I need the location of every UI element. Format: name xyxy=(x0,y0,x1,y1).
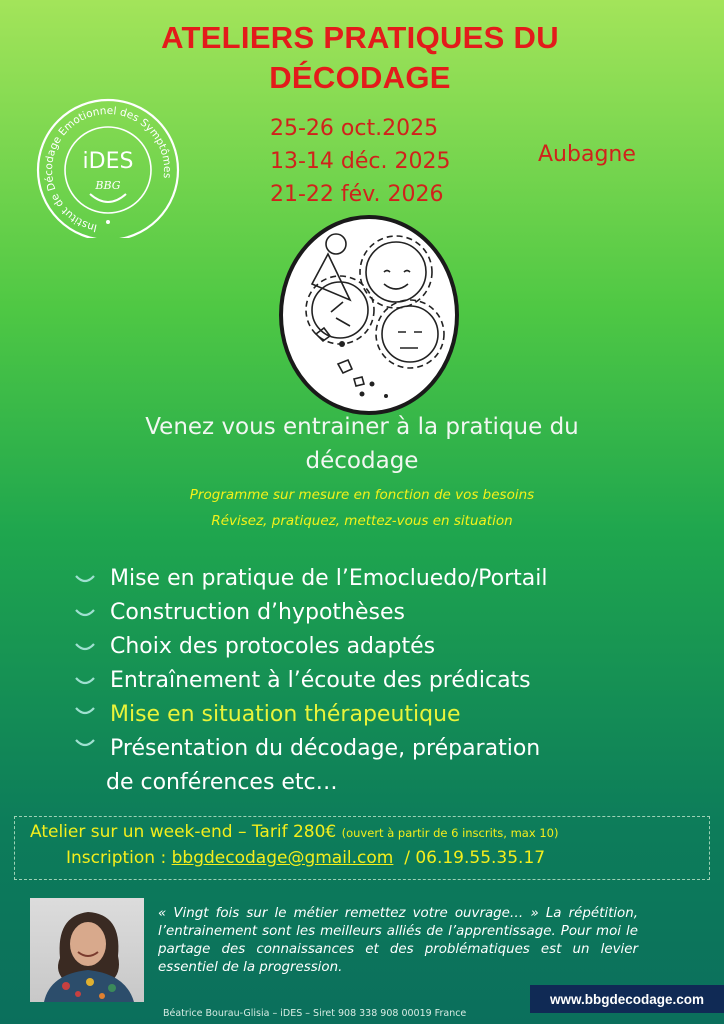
logo-ring-text: Institut de Décodage Emotionnel des Symptômes xyxy=(42,104,174,234)
quote-text: « Vingt fois sur le métier remettez votre ouvrage… » La répétition, l’entrainement sont les meilleurs alliés de l’apprentissage. Pour moi le partage des connaissances et des problématiques est un levier essentiel de la progression. xyxy=(158,906,638,975)
program-line-2: Révisez, pratiquez, mettez-vous en situation xyxy=(211,513,513,529)
list-item xyxy=(72,562,712,596)
price-text: Atelier sur un week-end – Tarif 280€ xyxy=(30,822,337,842)
bullet-text: Mise en pratique de l’Emocluedo/Portail xyxy=(110,566,548,591)
title-line-2: DÉCODAGE xyxy=(269,60,451,95)
bullet-text: Présentation du décodage, préparation xyxy=(110,736,541,761)
smile-bullet-icon xyxy=(72,630,110,664)
bullet-text: Construction d’hypothèses xyxy=(110,600,405,625)
dates-list xyxy=(270,112,451,211)
program-line-1: Programme sur mesure en fonction de vos besoins xyxy=(189,487,535,503)
list-item-continuation xyxy=(72,766,712,800)
website-link[interactable]: www.bbgdecodage.com xyxy=(530,985,724,1013)
date-item: 21-22 fév. 2026 xyxy=(270,182,444,207)
bullet-text: Choix des protocoles adaptés xyxy=(110,634,436,659)
bullet-text: de conférences etc… xyxy=(106,770,338,795)
page-title xyxy=(60,18,660,98)
smile-bullet-icon xyxy=(72,596,110,630)
gears-illustration xyxy=(276,214,462,416)
registration-label: Inscription : xyxy=(66,848,167,868)
list-item xyxy=(72,630,712,664)
email-link[interactable]: bbgdecodage@gmail.com xyxy=(171,848,394,868)
program-text xyxy=(40,482,684,534)
smile-bullet-icon xyxy=(72,732,110,766)
list-item xyxy=(72,698,712,732)
intro-line-1: Venez vous entrainer à la pratique du xyxy=(145,414,579,440)
bullet-list xyxy=(72,562,712,800)
ides-logo xyxy=(28,98,188,238)
title-line-1: ATELIERS PRATIQUES DU xyxy=(161,20,559,55)
list-item xyxy=(72,664,712,698)
workshop-price xyxy=(30,822,558,842)
intro-line-2: décodage xyxy=(305,448,419,474)
logo-sub-text: BBG xyxy=(95,179,121,192)
smile-bullet-icon xyxy=(72,562,110,596)
date-item: 13-14 déc. 2025 xyxy=(270,149,451,174)
registration-line xyxy=(66,848,545,868)
logo-main-text: iDES xyxy=(82,149,134,174)
smile-bullet-icon xyxy=(72,698,110,732)
list-item xyxy=(72,596,712,630)
bullet-text: Mise en situation thérapeutique xyxy=(110,702,461,727)
intro-text xyxy=(40,410,684,478)
city-label: Aubagne xyxy=(538,142,636,167)
list-item xyxy=(72,732,712,766)
bullet-text: Entraînement à l’écoute des prédicats xyxy=(110,668,531,693)
smile-bullet-icon xyxy=(72,664,110,698)
date-item: 25-26 oct.2025 xyxy=(270,116,439,141)
phone-number: / 06.19.55.35.17 xyxy=(404,848,546,868)
footer-legal: Béatrice Bourau-Glisia – iDES – Siret 908 338 908 00019 France xyxy=(163,1008,467,1019)
capacity-note: (ouvert à partir de 6 inscrits, max 10) xyxy=(341,826,559,840)
author-photo xyxy=(30,898,144,1002)
